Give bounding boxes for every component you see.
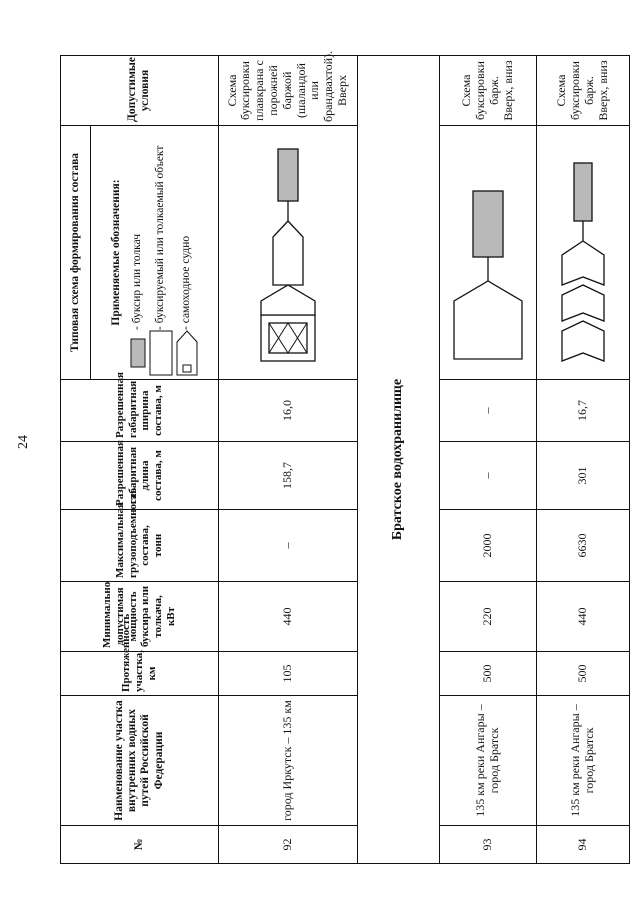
row-conditions: Схема буксировки плавкрана с порожней баржой (шаландой или брандвахтой). Вверх <box>218 56 357 126</box>
page-number: 24 <box>16 435 31 449</box>
legend-label-barge: - буксируемый или толкаемый объект <box>153 145 166 330</box>
section-title: Братское водохранилище <box>357 56 439 864</box>
table-row <box>440 56 537 864</box>
row-num: 94 <box>537 826 630 864</box>
header-num: № <box>61 826 219 864</box>
legend-item-ship <box>176 129 198 376</box>
legend-label-tug: - буксир или толкач <box>130 233 143 330</box>
scheme-diagram-94 <box>537 126 630 380</box>
rotated-table-container <box>60 51 630 864</box>
header-conditions: Допустимые условия <box>61 56 219 126</box>
legend <box>91 126 218 380</box>
row-name: город Иркутск – 135 км <box>218 696 357 826</box>
row-cargo: – <box>218 510 357 582</box>
legend-item-barge <box>149 129 173 376</box>
row-power: 440 <box>218 582 357 652</box>
barge-tow-scheme-icon <box>448 138 528 368</box>
row-max-length: 301 <box>537 442 630 510</box>
tug-symbol-icon <box>130 338 146 368</box>
row-power: 220 <box>440 582 537 652</box>
row-max-width: 16,7 <box>537 380 630 442</box>
legend-item-tug <box>130 129 146 376</box>
legend-title: Применяемые обозначения: <box>110 179 123 326</box>
row-length: 105 <box>218 652 357 696</box>
header-cargo: Максимальная грузоподъемность состава, тонн <box>61 510 219 582</box>
row-max-width: – <box>440 380 537 442</box>
header-max-length: Разрешенная габаритная длина состава, м <box>61 442 219 510</box>
row-num: 92 <box>218 826 357 864</box>
row-max-length: 158,7 <box>218 442 357 510</box>
row-length: 500 <box>440 652 537 696</box>
row-max-width: 16,0 <box>218 380 357 442</box>
legend-label-ship: - самоходное судно <box>179 235 192 330</box>
row-conditions: Схема буксировки барж. Вверх, вниз <box>440 56 537 126</box>
multi-barge-tow-scheme-icon <box>546 138 620 368</box>
table-row <box>537 56 630 864</box>
row-name: 135 км реки Ангары – город Братск <box>440 696 537 826</box>
header-name: Наименование участка внутренних водных путей Российской Федерации <box>61 696 219 826</box>
row-cargo: 2000 <box>440 510 537 582</box>
row-conditions: Схема буксировки барж. Вверх, вниз <box>537 56 630 126</box>
row-num: 93 <box>440 826 537 864</box>
scheme-diagram-93 <box>440 126 537 380</box>
section-row <box>357 56 439 864</box>
row-cargo: 6630 <box>537 510 630 582</box>
header-max-width: Разрешенная габаритная ширина состава, м <box>61 380 219 442</box>
barge-symbol-icon <box>149 330 173 376</box>
row-max-length: – <box>440 442 537 510</box>
header-scheme: Типовая схема формирования состава <box>61 126 91 380</box>
row-length: 500 <box>537 652 630 696</box>
table-row <box>218 56 357 864</box>
scheme-diagram-92 <box>218 126 357 380</box>
row-power: 440 <box>537 582 630 652</box>
convoy-table <box>60 51 630 864</box>
header-length: Протяженность участка, км <box>61 652 219 696</box>
crane-barge-tow-scheme-icon <box>251 138 325 368</box>
header-power: Минимально допустимая мощность буксира или толкача, кВт <box>61 582 219 652</box>
self-propelled-ship-icon <box>176 330 198 376</box>
row-name: 135 км реки Ангары – город Братск <box>537 696 630 826</box>
